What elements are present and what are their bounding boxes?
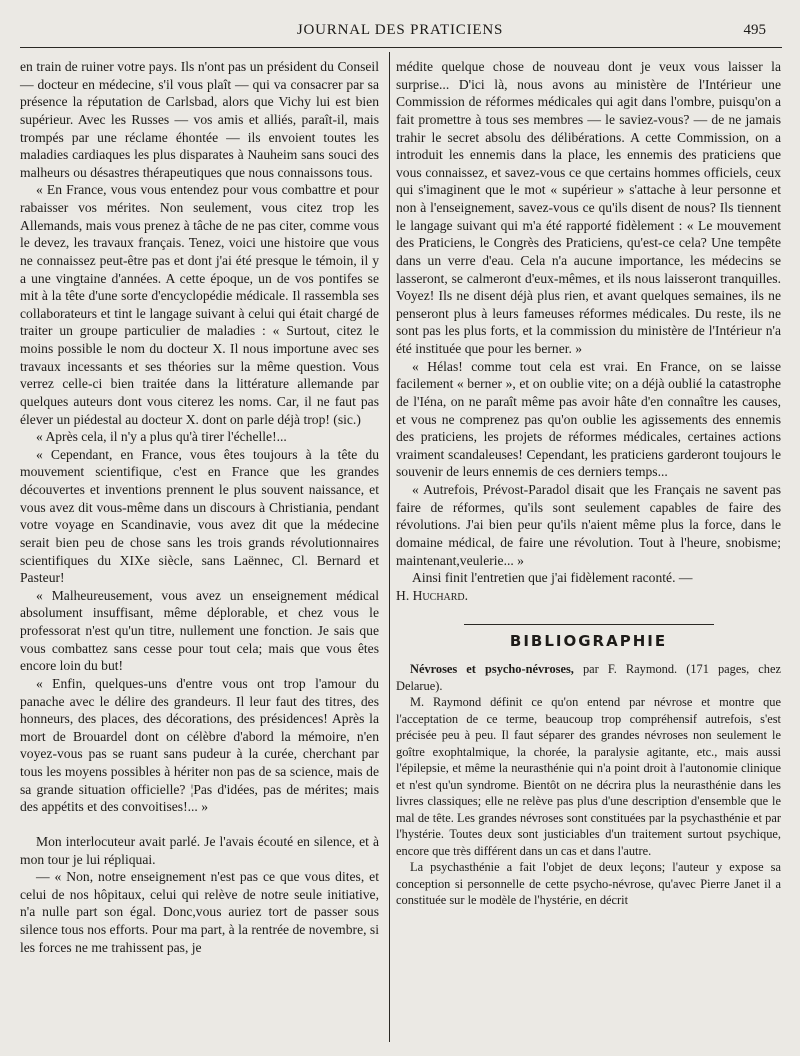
header-rule — [20, 47, 782, 48]
running-header — [20, 20, 780, 44]
page-number: 495 — [743, 22, 766, 38]
paragraph: Mon interlocuteur avait parlé. Je l'avais écouté en silence, et à mon tour je lui répliquai. — [20, 833, 379, 867]
paragraph: — « Non, notre enseignement n'est pas ce que vous dites, et celui de nos hôpitaux, celui qui relève de notre seule initiative, n'a nulle part son égal. Donc,vous auriez tort de passer sous silence tous nos efforts. Pour ma part, à la rentrée de novembre, si les forces ne me trahissent pas, je — [20, 869, 379, 955]
paragraph: « Enfin, quelques-uns d'entre vous ont trop l'amour du panache avec le délire des grandeurs. Il leur faut des titres, des honneurs, des places, des décorations, des présidences! Après la mort de Brouardel dont on célèbre d'abord la mémoire, n'en voyez-vous pas se ruant sans pudeur à la curée, cherchant par tous les moyens possibles à hériter non pas de sa science, mais de sa grande situation officielle? ¦Pas d'idées, pas de mérites; mais des appétits et des convoitises!... » — [20, 675, 379, 815]
column-divider — [389, 52, 390, 1042]
bibliography-heading: BIBLIOGRAPHIE — [509, 632, 668, 651]
paragraph: Ainsi finit l'entretien que j'ai fidèlement raconté. — — [412, 570, 693, 586]
journal-title: JOURNAL DES PRATICIENS — [296, 22, 504, 38]
bibliography-heading-block — [396, 624, 781, 651]
right-column — [396, 58, 781, 909]
paragraph: M. Raymond définit ce qu'on entend par névrose et montre que l'acceptation de ce terme, beaucoup trop compréhensif autrefois, s'est précisée peu à peu. Il faut séparer des grandes névroses non seulement le goître exophtalmique, la chorée, la paralysie agitante, etc., mais aussi l'épilepsie, et même la neurasthénie qui n'a point droit à l'autonomie clinique et n'est qu'un syndrome. Bientôt on ne décrira plus la neurasthénie dans les livres classiques; elle ne relève pas plus d'une description d'ensemble que le mal de tête. Les grandes névroses sont constituées par la psychasthénie et par l'hystérie. Toutes deux sont justiciables d'un traitement surtout psychique, encore que très différent dans un cas et dans l'autre. — [396, 695, 781, 858]
entry-title: Névroses et psycho-névroses, — [410, 662, 574, 676]
paragraph: « Hélas! comme tout cela est vrai. En France, on se laisse facilement « berner », et on oublie vite; on a déjà oublié la catastrophe de l'Iéna, on ne paraît même pas avoir hâte d'en connaître les causes, et vous ne comprenez pas qu'on oublie les agissements des ennemis des praticiens, les projets de réformes médicales, certaines actions vraiment scandaleuses! Cependant, les praticiens garderont toujours le souvenir de leurs ennemis de ces derniers temps... — [396, 358, 781, 480]
paragraph: « Après cela, il n'y a plus qu'à tirer l'échelle!... — [36, 429, 287, 445]
paragraph: médite quelque chose de nouveau dont je veux vous laisser la surprise... D'ici là, nous avons au ministère de l'Intérieur une Commission de réformes médicales qui agit dans l'ombre, puisqu'on a fait promettre à tous ses membres — le saviez-vous? — de ne jamais trahir le secret absolu des délibérations. A cette Commission, on a introduit les ennemis dans la place, les ennemis des praticiens que vous connaissez, et savez-vous ce que certains hommes officiels, ceux qui s'imaginent que le mot « supérieur » s'attache à leur personne et non à l'enseignement, savez-vous ce qu'ils disent de nous? Ils tiennent le langage suivant qui m'a été rapporté fidèlement : « Le mouvement des Praticiens, le Congrès des Praticiens, qu'est-ce cela? Une tempête dans un verre d'eau. Cela n'a aucune importance, les médecins se lasseront, se calmeront d'eux-mêmes, et ils nous laisseront tranquilles. Voyez! Ils ne disent déjà plus rien, et avant quelques semaines, ils ne penseront plus à leurs fameuses réformes médicales. Du reste, ils ne sont pas les plus forts, et la commission du ministère de l'Intérieur n'a été instituée que pour les berner. » — [396, 59, 781, 356]
section-rule — [464, 624, 714, 625]
paragraph: « En France, vous vous entendez pour vous combattre et pour rabaisser vos mérites. Non seulement, vous citez trop les Allemands, mais vous prenez à tâche de ne pas citer, comme vous le devez, les travaux français. Tenez, voici une histoire que vous ne connaissez peut-être pas et dont j'ai été presque le témoin, il y a une vingtaine d'années. A cette époque, un de vos pontifes se mit à la tête d'une sorte d'encyclopédie médicale. Il rassembla ses collaborateurs et tint le langage suivant à celui qui était chargé de traiter un groupe particulier de maladies : « Surtout, citez le moins possible le nom du docteur X. Il nous importune avec ses travaux incessants et ses théories sur la même question. Vous verrez celle-ci bien traitée dans la littérature allemande par quelques auteurs dont vous citerez les noms. Car, il ne faut pas élever un piédestal au docteur X. dont on parle déjà trop! (sic.) — [20, 182, 379, 427]
paragraph: « Malheureusement, vous avez un enseignement médical absolument insuffisant, même déplorable, et chez vous le professorat n'est qu'un titre, nullement une fonction. Je sais que vous combattez sans cesse pour tout cela; mais que vous êtes encore loin du but! — [20, 587, 379, 674]
paragraph-gap — [20, 816, 379, 833]
paragraph: La psychasthénie a fait l'objet de deux leçons; l'auteur y expose sa conception si personnelle de cette psycho-névrose, qu'avec Pierre Janet il a constituée sur le modèle de l'hystérie, en décrit — [396, 860, 781, 907]
paragraph: « Cependant, en France, vous êtes toujours à la tête du mouvement scientifique, c'est en France que les grandes découvertes et inventions prennent le plus souvent naissance, et vous avez dit vous-même dans un discours à Christiania, pendant votre voyage en Scandinavie, vous avez dit que la médecine serait bien peu de chose sans les trois grands révolutionnaires scientifiques du XIXe siècle, sans Laënnec, Cl. Bernard et Pasteur! — [20, 446, 379, 586]
entry-meta: par F. Raymond. (171 pages, chez Delarue). — [396, 662, 782, 693]
bibliography-body — [396, 661, 781, 909]
paragraph: en train de ruiner votre pays. Ils n'ont pas un président du Conseil — docteur en médecine, s'il vous plaît — qui va consacrer par sa présence la réputation de Carlsbad, alors que Vichy lui est bien supérieur. Avec les Russes — vos amis et alliés, paraît-il, mais trompés par une réclame éhontée — ils envoient toutes les maladies cardiaques les plus disparates à Nauheim sans souci des malheurs ou désastres thérapeutiques que nous connaissons tous. — [20, 59, 379, 180]
bibliography-entry — [396, 661, 781, 694]
left-column — [20, 58, 379, 956]
paragraph: « Autrefois, Prévost-Paradol disait que les Français ne savent pas faire de réformes, qu'ils sont seulement capables de faire des révolutions. J'ai bien peur qu'ils n'aient même plus la force, dans le domaine médical, de faire une révolution. Tout à l'heure, snobisme; maintenant,veulerie... » — [396, 482, 781, 568]
signature: H. Huchard. — [396, 587, 469, 603]
